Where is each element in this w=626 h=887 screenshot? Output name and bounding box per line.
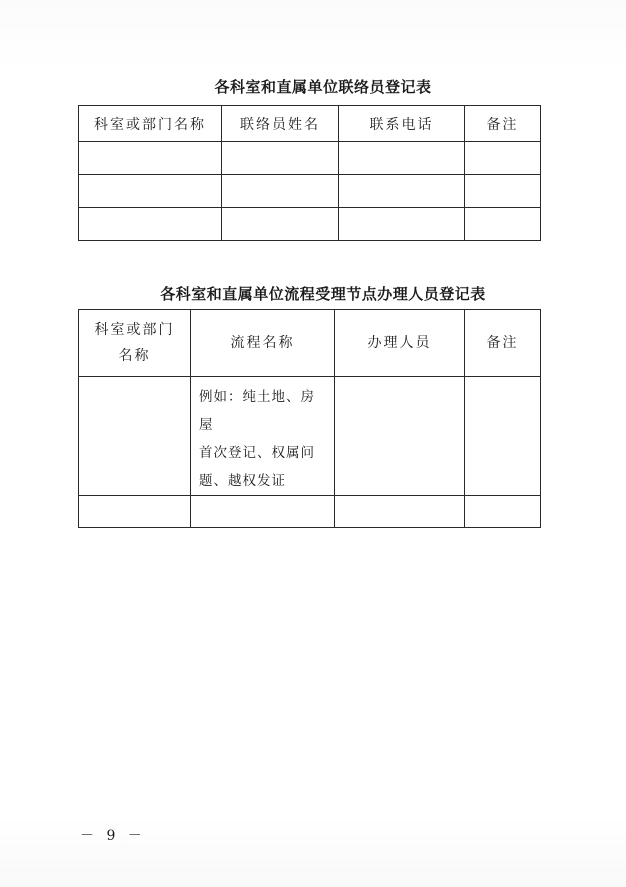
header-dept-name — [79, 310, 191, 377]
process-handler-registration-table — [78, 309, 541, 528]
header-handler: 办理人员 — [335, 310, 465, 377]
table-row — [79, 377, 541, 496]
example-process-cell — [191, 377, 335, 496]
header-liaison-name: 联络员姓名 — [222, 106, 339, 142]
empty-cell — [465, 175, 541, 208]
empty-cell — [222, 142, 339, 175]
table1-title: 各科室和直属单位联络员登记表 — [214, 78, 432, 96]
page-number: － 9 － — [80, 828, 146, 844]
example-line: 首次登记、权属问 — [199, 445, 315, 461]
header-process-name: 流程名称 — [191, 310, 335, 377]
table-row — [79, 208, 541, 241]
empty-cell — [465, 377, 541, 496]
empty-cell — [79, 496, 191, 528]
empty-cell — [339, 208, 465, 241]
empty-cell — [79, 208, 222, 241]
empty-cell — [465, 142, 541, 175]
empty-cell — [339, 175, 465, 208]
empty-cell — [222, 175, 339, 208]
empty-cell — [465, 496, 541, 528]
empty-cell — [222, 208, 339, 241]
table-header-row — [79, 310, 541, 377]
table-row — [79, 496, 541, 528]
header-phone: 联系电话 — [339, 106, 465, 142]
example-line: 例如：纯土地、房屋 — [199, 389, 315, 433]
empty-cell — [339, 142, 465, 175]
header-remark: 备注 — [465, 310, 541, 377]
table-header-row — [79, 106, 541, 142]
empty-cell — [191, 496, 335, 528]
empty-cell — [79, 175, 222, 208]
empty-cell — [335, 496, 465, 528]
table2-title: 各科室和直属单位流程受理节点办理人员登记表 — [160, 285, 486, 303]
header-remark: 备注 — [465, 106, 541, 142]
empty-cell — [465, 208, 541, 241]
empty-cell — [79, 377, 191, 496]
empty-cell — [335, 377, 465, 496]
header-dept-name: 科室或部门名称 — [79, 106, 222, 142]
table-row — [79, 142, 541, 175]
header-dept-line2: 名称 — [118, 348, 151, 364]
liaison-registration-table — [78, 105, 541, 241]
empty-cell — [79, 142, 222, 175]
table-row — [79, 175, 541, 208]
example-line: 题、越权发证 — [199, 473, 286, 489]
header-dept-line1: 科室或部门 — [94, 322, 175, 338]
